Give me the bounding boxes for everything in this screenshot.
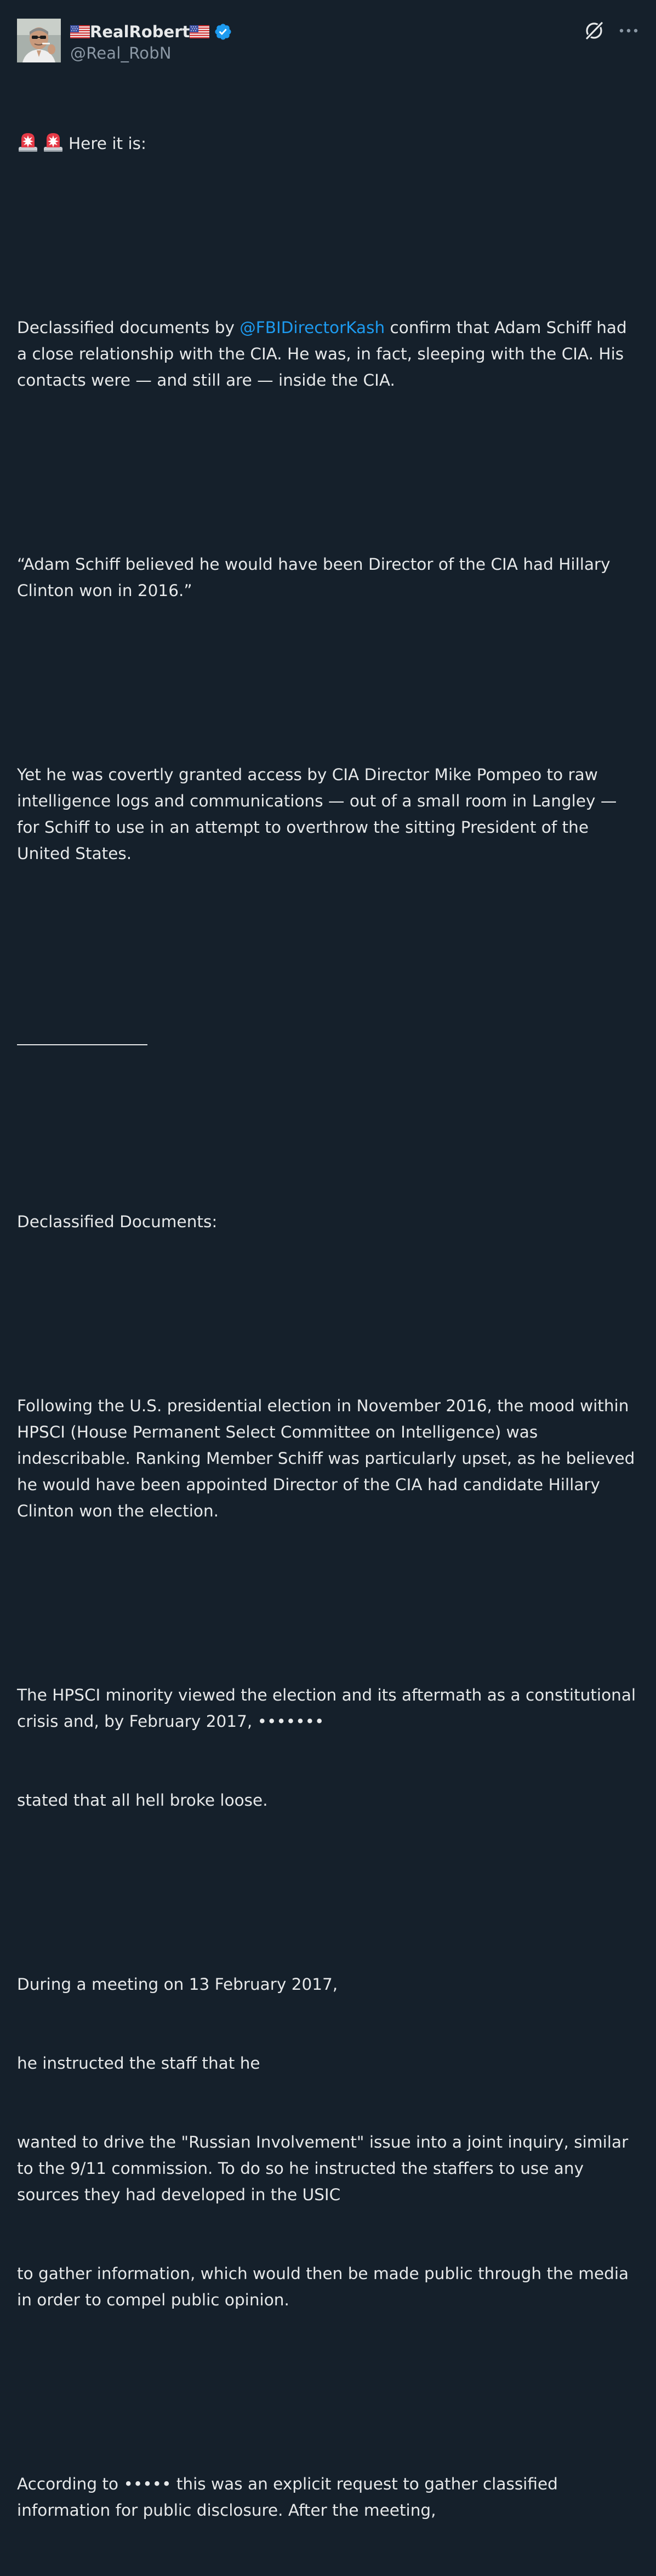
display-name-row[interactable] [70, 21, 232, 43]
paragraph-6-line-3: wanted to drive the "Russian Involvement" issue into a joint inquiry, similar to the 9/11 commission. To do so he instructed the staffers to use any sources they had developed in the USIC [17, 2133, 634, 2204]
more-options-icon[interactable] [619, 28, 639, 33]
paragraph-2-quote: “Adam Schiff believed he would have been Director of the CIA had Hillary Clinton won in 2016.” [17, 555, 616, 600]
divider-line [17, 1044, 147, 1045]
author-identity[interactable] [70, 21, 232, 62]
police-light-icon [42, 130, 64, 153]
paragraph-5-line-2: stated that all hell broke loose. [17, 1791, 268, 1810]
post-actions [583, 19, 639, 43]
mention-link[interactable]: @FBIDirectorKash [239, 318, 385, 337]
paragraph-6-line-4: to gather information, which would then be made public through the media in order to compel public opinion. [17, 2264, 634, 2309]
post-header [17, 19, 639, 65]
paragraph-3: Yet he was covertly granted access by CIA Director Mike Pompeo to raw intelligence logs and communications — out of a small room in Langley — for Schiff to use in an attempt to overthrow the sitting President of the United States. [17, 765, 622, 863]
siren-icons [17, 130, 67, 157]
paragraph-7: According to ••••• this was an explicit request to gather classified information for public disclosure. After the meeting, [17, 2475, 563, 2520]
paragraph-1 [17, 314, 642, 393]
paragraph-1-rest: confirm that Adam Schiff had a close relationship with the CIA. He was, in fact, sleeping with the CIA. His contacts were — and still are — inside the CIA. [17, 318, 632, 390]
paragraph-1-lead: Declassified documents by [17, 318, 240, 337]
divider [17, 1024, 642, 1051]
paragraph-4: Following the U.S. presidential election in November 2016, the mood within HPSCI (House Permanent Select Committee on Intelligence) was indescribable. Ranking Member Schiff was particularly upset, as he believed he would have been appointed Director of the CIA had candidate Hillary Clinton won the election. [17, 1396, 640, 1520]
verified-badge-icon[interactable] [214, 22, 232, 41]
paragraph-6-line-2: he instructed the staff that he [17, 2054, 260, 2073]
section-title: Declassified Documents: [17, 1212, 218, 1231]
avatar-image [17, 19, 61, 62]
grok-icon[interactable] [583, 20, 605, 42]
display-name[interactable]: RealRobert [90, 22, 190, 41]
post-intro [17, 130, 642, 157]
police-light-icon [17, 130, 39, 153]
us-flag-icon [70, 25, 90, 38]
post-body [17, 78, 642, 2576]
paragraph-5-line-1: The HPSCI minority viewed the election and its aftermath as a constitutional crisis and, by February 2017, ••••••• [17, 1686, 641, 1731]
us-flag-icon [190, 25, 209, 38]
intro-text: Here it is: [69, 134, 146, 153]
author-handle[interactable]: @Real_RobN [70, 44, 172, 62]
paragraph-6-line-1: During a meeting on 13 February 2017, [17, 1975, 338, 1994]
avatar[interactable] [17, 19, 61, 62]
